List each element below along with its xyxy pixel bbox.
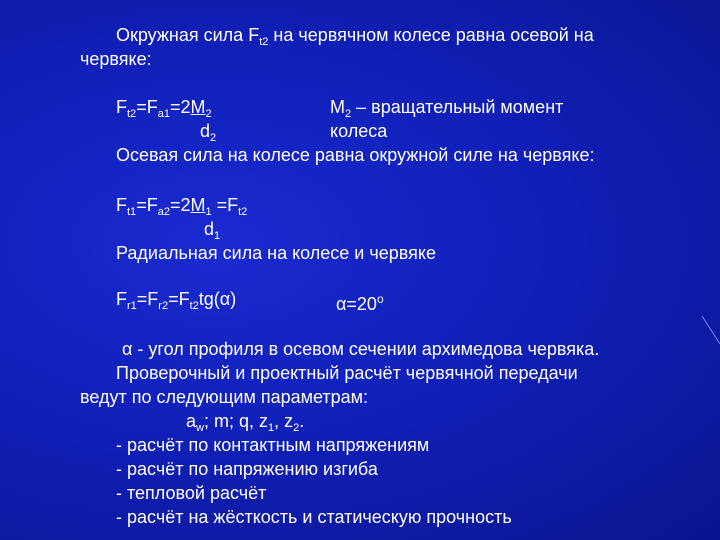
torque-note-line-2: колеса	[330, 121, 388, 141]
alpha-value: $\alpha=20^o$	[336, 292, 384, 314]
bullet-stiffness-strength: - расчёт на жёсткость и статическую прочность	[116, 507, 512, 527]
alpha-description: α - угол профиля в осевом сечении архимедова червяка.	[122, 339, 600, 359]
parameters-list: $a_w$; m; q, $z_1$, $z_2$.	[186, 411, 305, 434]
decorative-line	[702, 316, 720, 344]
intro-line-2: червяке:	[80, 49, 152, 69]
formula-tangential-wheel: $F_{t2}=F_{a1}=2M_2$	[116, 97, 212, 120]
check-calc-line-1: Проверочный и проектный расчёт червячной передачи	[116, 363, 578, 383]
bullet-contact-stress: - расчёт по контактным напряжениям	[116, 435, 430, 455]
formula-tangential-worm: $F_{t1}=F_{a2}=2M_1 =F_{t2}$	[116, 195, 248, 218]
formula-1-denominator: $d_2$	[200, 121, 217, 144]
formula-radial: $F_{r1}=F_{r2}=F_{t2}tg(\alpha)$	[116, 289, 237, 312]
bullet-bending-stress: - расчёт по напряжению изгиба	[116, 459, 378, 479]
axial-force-text: Осевая сила на колесе равна окружной силе на червяке:	[116, 145, 595, 165]
corner-decoration	[700, 314, 720, 350]
bullet-thermal: - тепловой расчёт	[116, 483, 267, 503]
intro-line-1: Окружная сила $F_{t2}$ на червячном колесе равна осевой на	[116, 25, 594, 48]
formula-2-denominator: $d_1$	[204, 219, 221, 242]
check-calc-line-2: ведут по следующим параметрам:	[80, 387, 369, 407]
torque-note: $M_2$ – вращательный момент	[330, 97, 564, 120]
radial-force-text: Радиальная сила на колесе и червяке	[116, 243, 436, 263]
